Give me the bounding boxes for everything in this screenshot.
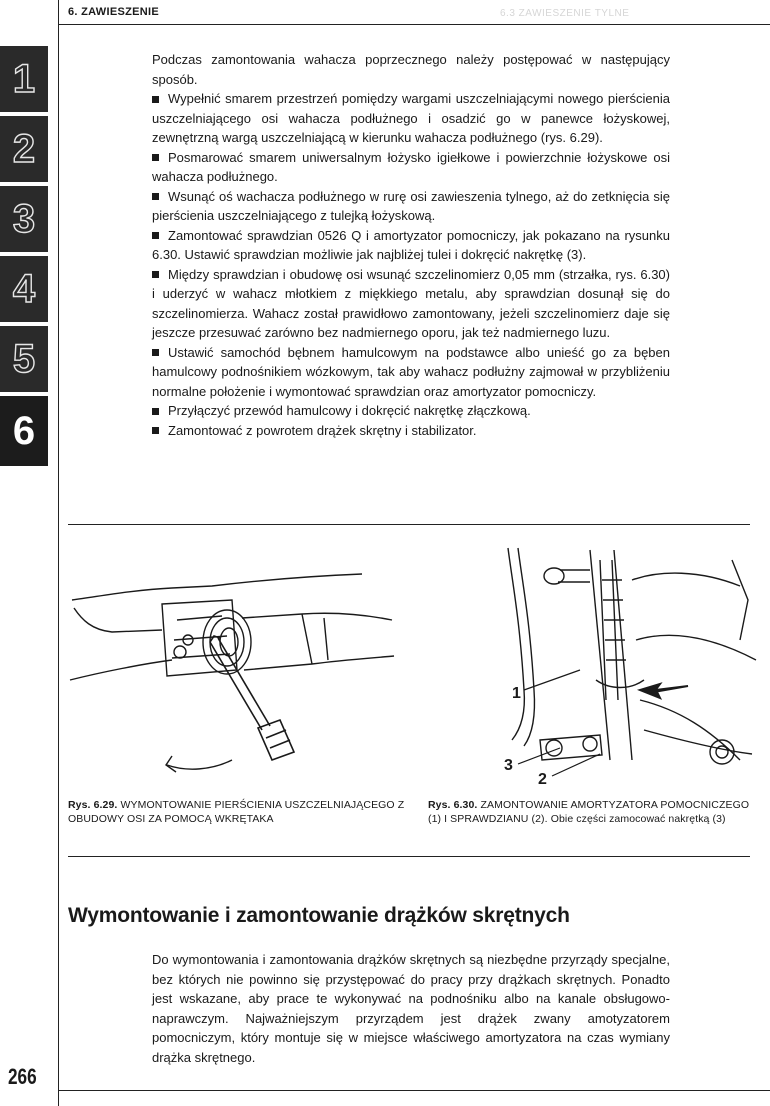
step-item: Zamontować sprawdzian 0526 Q i amortyzator pomocniczy, jak pokazano na rysunku 6.30. Ustawić sprawdzian możliwie jak najbliżej tulei i dokręcić nakrętkę (3).	[152, 227, 670, 262]
section-heading: Wymontowanie i zamontowanie drążków skrętnych	[68, 904, 570, 927]
callout-label-3: 3	[504, 757, 513, 774]
step-item: Przyłączyć przewód hamulcowy i dokręcić nakrętkę złączkową.	[152, 401, 670, 421]
callout-label-1: 1	[512, 685, 521, 702]
left-margin-rule	[58, 0, 59, 1106]
intro-paragraph: Podczas zamontowania wahacza poprzecznego należy postępować w następujący sposób.	[152, 52, 670, 87]
fig-6-30-illustration	[440, 540, 760, 790]
chapter-tab-5[interactable]: 5	[0, 326, 48, 392]
bullet-icon	[152, 408, 159, 415]
fig-6-29-caption	[68, 798, 408, 826]
step-item: Wsunąć oś wachacza podłużnego w rurę osi zawieszenia tylnego, aż do zetknięcia się pierścienia uszczelniającego z tulejką łożyskową.	[152, 188, 670, 223]
procedure-text	[152, 50, 670, 440]
fig-6-30-caption	[428, 798, 758, 826]
chapter-tab-6-active[interactable]: 6	[0, 396, 48, 466]
step-item: Zamontować z powrotem drążek skrętny i stabilizator.	[152, 421, 670, 441]
chapter-tab-4[interactable]: 4	[0, 256, 48, 322]
footer-rule	[58, 1090, 770, 1091]
figure-top-rule	[68, 524, 750, 525]
fig-6-30-caption-note: Obie części zamocować nakrętką (3)	[550, 813, 726, 825]
step-item: Wypełnić smarem przestrzeń pomiędzy wargami uszczelniającymi nowego pierścienia uszczelniającego osi wahacza podłużnego i osadzić go w panewce łożyskowej, zewnętrzną wargą uszczelniającą w kierunku wahacza podłużnego (rys. 6.29).	[152, 91, 670, 145]
step-item: Między sprawdzian i obudowę osi wsunąć szczelinomierz 0,05 mm (strzałka, rys. 6.30) i uderzyć w wahacz młotkiem z miękkiego metalu, aby sprawdzian dosunął się do szczelinomierza. Wahacz został prawidłowo zamontowany, jeżeli szczelinomierz daje się jeszcze przesuwać zarówno bez nadmiernego oporu, jak też nadmiernego luzu.	[152, 266, 670, 340]
bullet-icon	[152, 232, 159, 239]
chapter-tab-3[interactable]: 3	[0, 186, 48, 252]
chapter-tabs	[0, 46, 48, 470]
section-paragraph: Do wymontowania i zamontowania drążków skrętnych są niezbędne przyrządy specjalne, bez których nie powinno się przystępować do pracy przy drążkach skrętnych. Ponadto jest wskazane, aby prace te wykonywać na podnośniku albo na kanale obsługowo-naprawczym. Najważniejszym przyrządem jest drążek zwany amotyzatorem pomocniczym, który montuje się w miejsce właściwego amortyzatora na czas wymiany drążka skrętnego.	[152, 952, 670, 1065]
header-rule	[58, 24, 770, 25]
section-body	[152, 950, 670, 1067]
fig-6-30-number: Rys. 6.30.	[428, 799, 478, 811]
page-number: 266	[8, 1064, 37, 1089]
bleed-through-text: 6.3 ZAWIESZENIE TYLNE	[500, 8, 630, 19]
figure-bottom-rule	[68, 856, 750, 857]
bullet-icon	[152, 154, 159, 161]
callout-label-2: 2	[538, 771, 547, 788]
step-item: Ustawić samochód bębnem hamulcowym na podstawce albo unieść go za bęben hamulcowy podnośnikiem wózkowym, tak aby wahacz podłużny zajmował w przybliżeniu normalne położenie i wymontować sprawdzian oraz amortyzator pomocniczy.	[152, 344, 670, 399]
step-item: Posmarować smarem uniwersalnym łożysko igiełkowe i powierzchnie łożyskowe osi wahacza podłużnego.	[152, 149, 670, 184]
bullet-icon	[152, 427, 159, 434]
chapter-tab-1[interactable]: 1	[0, 46, 48, 112]
chapter-header: 6. ZAWIESZENIE	[68, 6, 159, 18]
bullet-icon	[152, 271, 159, 278]
fig-6-29-number: Rys. 6.29.	[68, 799, 118, 811]
bullet-icon	[152, 96, 159, 103]
bullet-icon	[152, 349, 159, 356]
fig-6-29-illustration	[62, 560, 402, 788]
fig-6-30-caption-text: ZAMONTOWANIE AMORTYZATORA POMOCNICZEGO (1) I SPRAWDZIANU (2).	[428, 799, 750, 825]
chapter-tab-2[interactable]: 2	[0, 116, 48, 182]
fig-6-29-caption-text: WYMONTOWANIE PIERŚCIENIA USZCZELNIAJĄCEGO Z OBUDOWY OSI ZA POMOCĄ WKRĘTAKA	[68, 799, 405, 825]
bullet-icon	[152, 193, 159, 200]
